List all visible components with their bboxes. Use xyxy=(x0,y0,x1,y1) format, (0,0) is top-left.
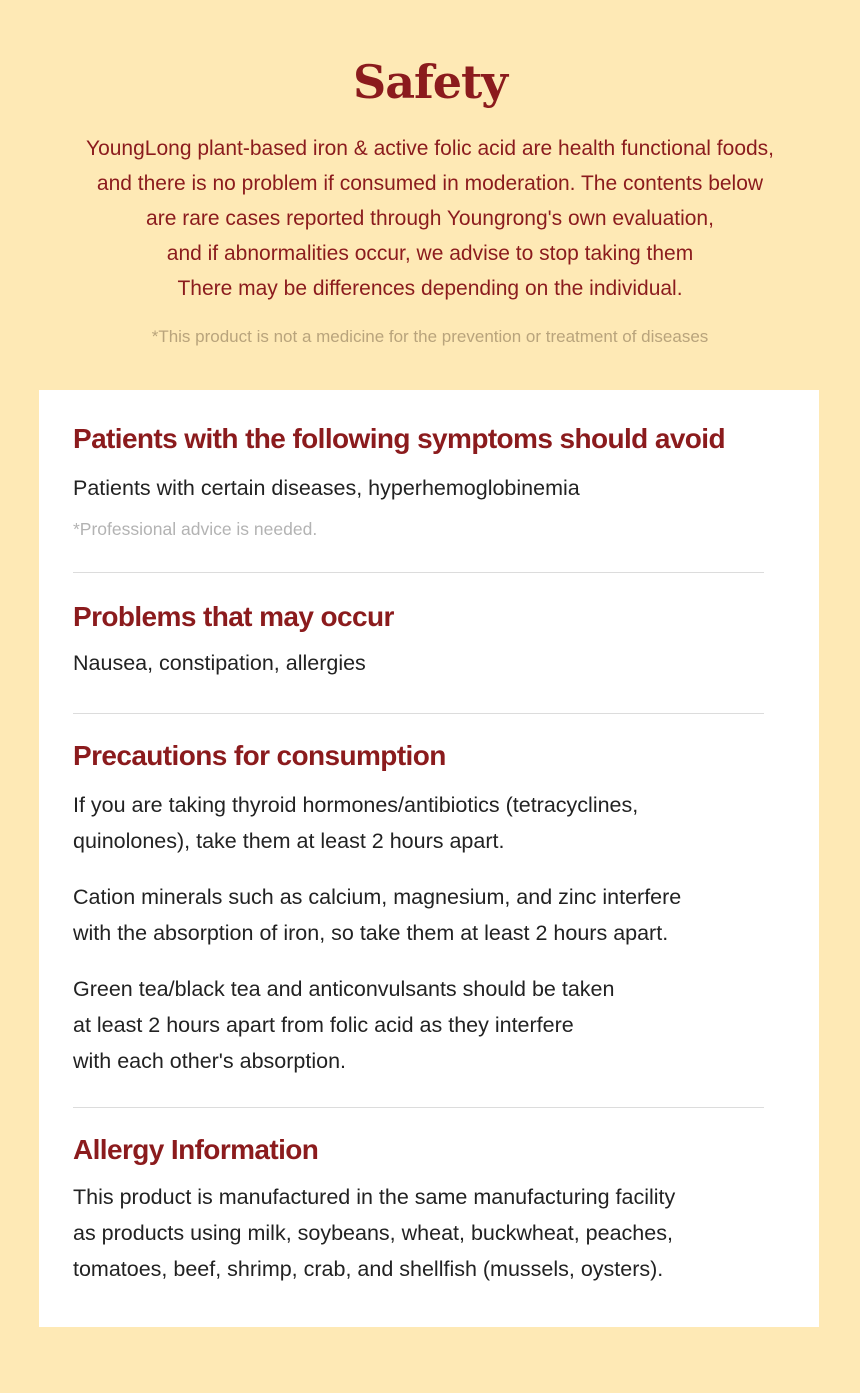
intro-text xyxy=(40,131,820,306)
problems-section-body: Nausea, constipation, allergies xyxy=(73,651,366,675)
precaution-line: If you are taking thyroid hormones/antibiotics (tetracyclines, xyxy=(73,793,639,817)
safety-info-card xyxy=(39,390,819,1327)
precautions-section-title: Precautions for consumption xyxy=(73,740,446,771)
precaution-paragraph xyxy=(73,879,681,951)
allergy-paragraph xyxy=(73,1179,675,1287)
page-title: Safety xyxy=(352,55,508,109)
disclaimer-note: *This product is not a medicine for the prevention or treatment of diseases xyxy=(151,327,709,346)
avoid-section-title: Patients with the following symptoms should avoid xyxy=(73,423,725,454)
precaution-line: with each other's absorption. xyxy=(73,1049,347,1073)
intro-line: There may be differences depending on the individual. xyxy=(177,277,683,300)
precaution-line: with the absorption of iron, so take them at least 2 hours apart. xyxy=(73,921,669,945)
section-divider xyxy=(73,1107,764,1108)
allergy-section-title: Allergy Information xyxy=(73,1134,319,1165)
allergy-line: as products using milk, soybeans, wheat, buckwheat, peaches, xyxy=(73,1221,673,1245)
intro-line: are rare cases reported through Youngrong's own evaluation, xyxy=(146,207,714,230)
avoid-section-body: Patients with certain diseases, hyperhemoglobinemia xyxy=(73,476,580,500)
intro-line: and there is no problem if consumed in moderation. The contents below xyxy=(96,172,764,195)
professional-advice-note: *Professional advice is needed. xyxy=(73,519,318,539)
precaution-line: Cation minerals such as calcium, magnesium, and zinc interfere xyxy=(73,885,682,909)
intro-line: and if abnormalities occur, we advise to stop taking them xyxy=(166,242,694,265)
allergy-line: This product is manufactured in the same manufacturing facility xyxy=(73,1185,676,1209)
precaution-line: quinolones), take them at least 2 hours apart. xyxy=(73,829,505,853)
precaution-paragraph xyxy=(73,787,638,859)
allergy-line: tomatoes, beef, shrimp, crab, and shellfish (mussels, oysters). xyxy=(73,1257,664,1281)
problems-section-title: Problems that may occur xyxy=(73,601,394,632)
section-divider xyxy=(73,713,764,714)
intro-line: YoungLong plant-based iron & active folic acid are health functional foods, xyxy=(85,137,775,160)
precaution-paragraph xyxy=(73,971,614,1079)
precaution-line: Green tea/black tea and anticonvulsants should be taken xyxy=(73,977,615,1001)
section-divider xyxy=(73,572,764,573)
precaution-line: at least 2 hours apart from folic acid as they interfere xyxy=(73,1013,574,1037)
